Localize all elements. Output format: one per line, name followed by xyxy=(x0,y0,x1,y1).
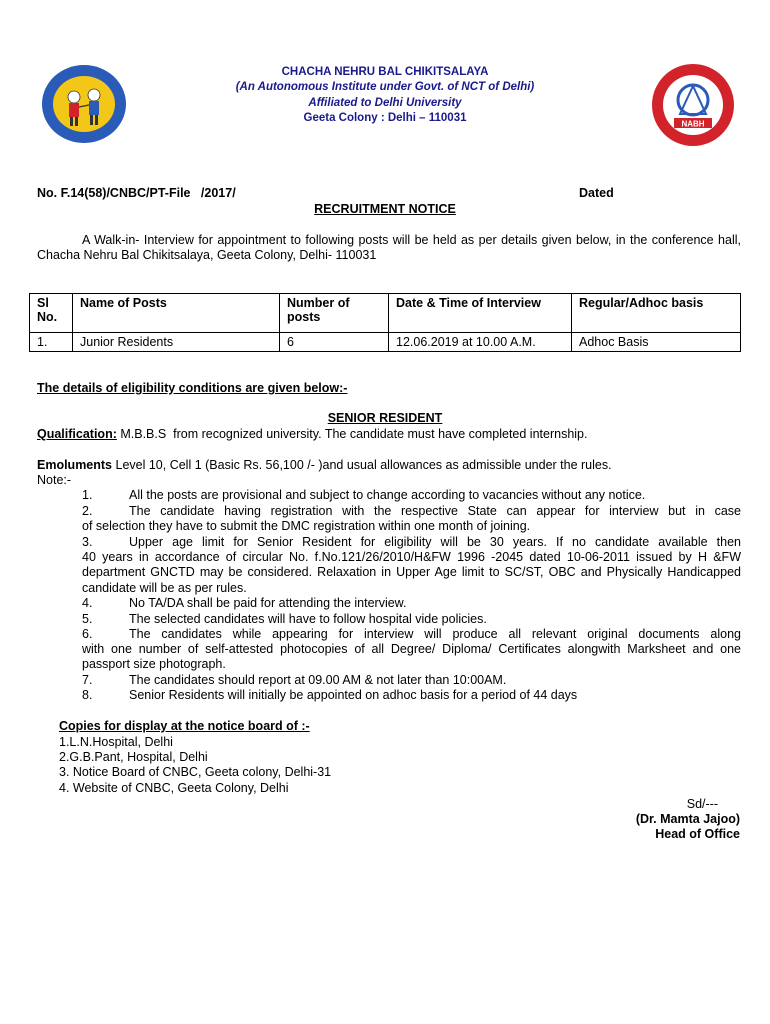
note-text: All the posts are provisional and subject to change according to vacancies without any notice. xyxy=(129,488,646,502)
emoluments-line xyxy=(37,458,612,473)
list-item xyxy=(82,673,741,688)
signature-designation: Head of Office xyxy=(655,827,740,841)
emoluments-text: Level 10, Cell 1 (Basic Rs. 56,100 /- )and usual allowances as admissible under the rules. xyxy=(112,458,612,472)
note-text: The selected candidates will have to follow hospital vide policies. xyxy=(129,612,487,626)
qualification-line xyxy=(37,427,587,442)
emoluments-label: Emoluments xyxy=(37,458,113,472)
list-item xyxy=(82,612,741,627)
list-item xyxy=(82,535,741,550)
list-item: 2.G.B.Pant, Hospital, Delhi xyxy=(59,750,208,764)
org-subtitle: (An Autonomous Institute under Govt. of NCT of Delhi) xyxy=(235,81,535,93)
note-number: 1. xyxy=(82,488,93,502)
note-number: 6. xyxy=(82,627,93,641)
note-number: 2. xyxy=(82,504,93,518)
note-text: The candidates should report at 09.00 AM & not later than 10:00AM. xyxy=(129,673,507,687)
note-text: Upper age limit for Senior Resident for eligibility will be 30 years. If no candidate available then xyxy=(129,535,741,549)
nabh-text: NABH xyxy=(681,119,705,129)
note-text: The candidates while appearing for interview will produce all relevant original documents along xyxy=(129,627,741,641)
cell-post-name: Junior Residents xyxy=(73,333,280,352)
list-item: 4. Website of CNBC, Geeta Colony, Delhi xyxy=(59,781,289,795)
list-item xyxy=(82,504,741,519)
org-address: Geeta Colony : Delhi – 110031 xyxy=(303,112,467,124)
table-header-row xyxy=(30,294,741,333)
dated-label: Dated xyxy=(579,186,614,200)
copies-heading: Copies for display at the notice board of :- xyxy=(59,719,310,733)
cell-sl-no: 1. xyxy=(30,333,73,352)
signature-sd: Sd/--- xyxy=(686,797,718,811)
list-item xyxy=(82,627,741,642)
note-number: 4. xyxy=(82,596,93,610)
header-date-time: Date & Time of Interview xyxy=(389,294,572,333)
note-text: The candidate having registration with the respective State can appear for interview but in case xyxy=(129,504,741,518)
note-number: 5. xyxy=(82,612,93,626)
note-label: Note:- xyxy=(37,473,72,487)
note-number: 3. xyxy=(82,535,93,549)
notice-title: RECRUITMENT NOTICE xyxy=(314,202,456,216)
list-item: 3. Notice Board of CNBC, Geeta colony, Delhi-31 xyxy=(59,765,332,779)
note-number: 8. xyxy=(82,688,93,702)
table-row xyxy=(30,333,741,352)
reference-number: No. F.14(58)/CNBC/PT-File /2017/ xyxy=(37,186,236,200)
list-item xyxy=(82,488,741,503)
list-item: 1.L.N.Hospital, Delhi xyxy=(59,735,173,749)
header-number-of-posts: Number of posts xyxy=(280,294,389,333)
intro-paragraph: A Walk-in- Interview for appointment to following posts will be held as per details given below, in the conference hall, Chacha Nehru Bal Chikitsalaya, Geeta Colony, Delhi- 110031 xyxy=(37,233,741,263)
posts-table xyxy=(29,293,741,352)
note-text: No TA/DA shall be paid for attending the interview. xyxy=(129,596,407,610)
eligibility-heading: The details of eligibility conditions are given below:- xyxy=(37,381,348,395)
qualification-label: Qualification: xyxy=(37,427,117,441)
header-name-of-posts: Name of Posts xyxy=(73,294,280,333)
note-continuation: of selection they have to submit the DMC registration within one month of joining. xyxy=(82,519,531,533)
cell-date-time: 12.06.2019 at 10.00 A.M. xyxy=(389,333,572,352)
cell-basis: Adhoc Basis xyxy=(572,333,741,352)
post-heading: SENIOR RESIDENT xyxy=(327,411,443,425)
nabh-seal xyxy=(650,62,736,148)
org-name: CHACHA NEHRU BAL CHIKITSALAYA xyxy=(281,66,489,78)
header-basis: Regular/Adhoc basis xyxy=(572,294,741,333)
signature-name: (Dr. Mamta Jajoo) xyxy=(635,812,740,826)
note-text: Senior Residents will initially be appointed on adhoc basis for a period of 44 days xyxy=(129,688,578,702)
header-sl-no: Sl No. xyxy=(30,294,73,333)
list-item xyxy=(82,596,741,611)
qualification-text: M.B.B.S from recognized university. The candidate must have completed internship. xyxy=(116,427,588,441)
note-number: 7. xyxy=(82,673,93,687)
list-item xyxy=(82,688,741,703)
note-continuation: with one number of self-attested photocopies of all Degree/ Diploma/ Certificates alongwith Marksheet and one passport size photograph. xyxy=(82,642,741,672)
note-continuation: 40 years in accordance of circular No. f.No.121/26/2010/H&FW 1996 -2045 dated 10-06-2011 issued by H &FW department GNCTD may be considered. Relaxation in Upper Age limit to SC/ST, OBC and Physically Handicapped candidate will be as per rules. xyxy=(82,550,741,595)
cell-number: 6 xyxy=(280,333,389,352)
org-affiliation: Affiliated to Delhi University xyxy=(308,97,462,109)
